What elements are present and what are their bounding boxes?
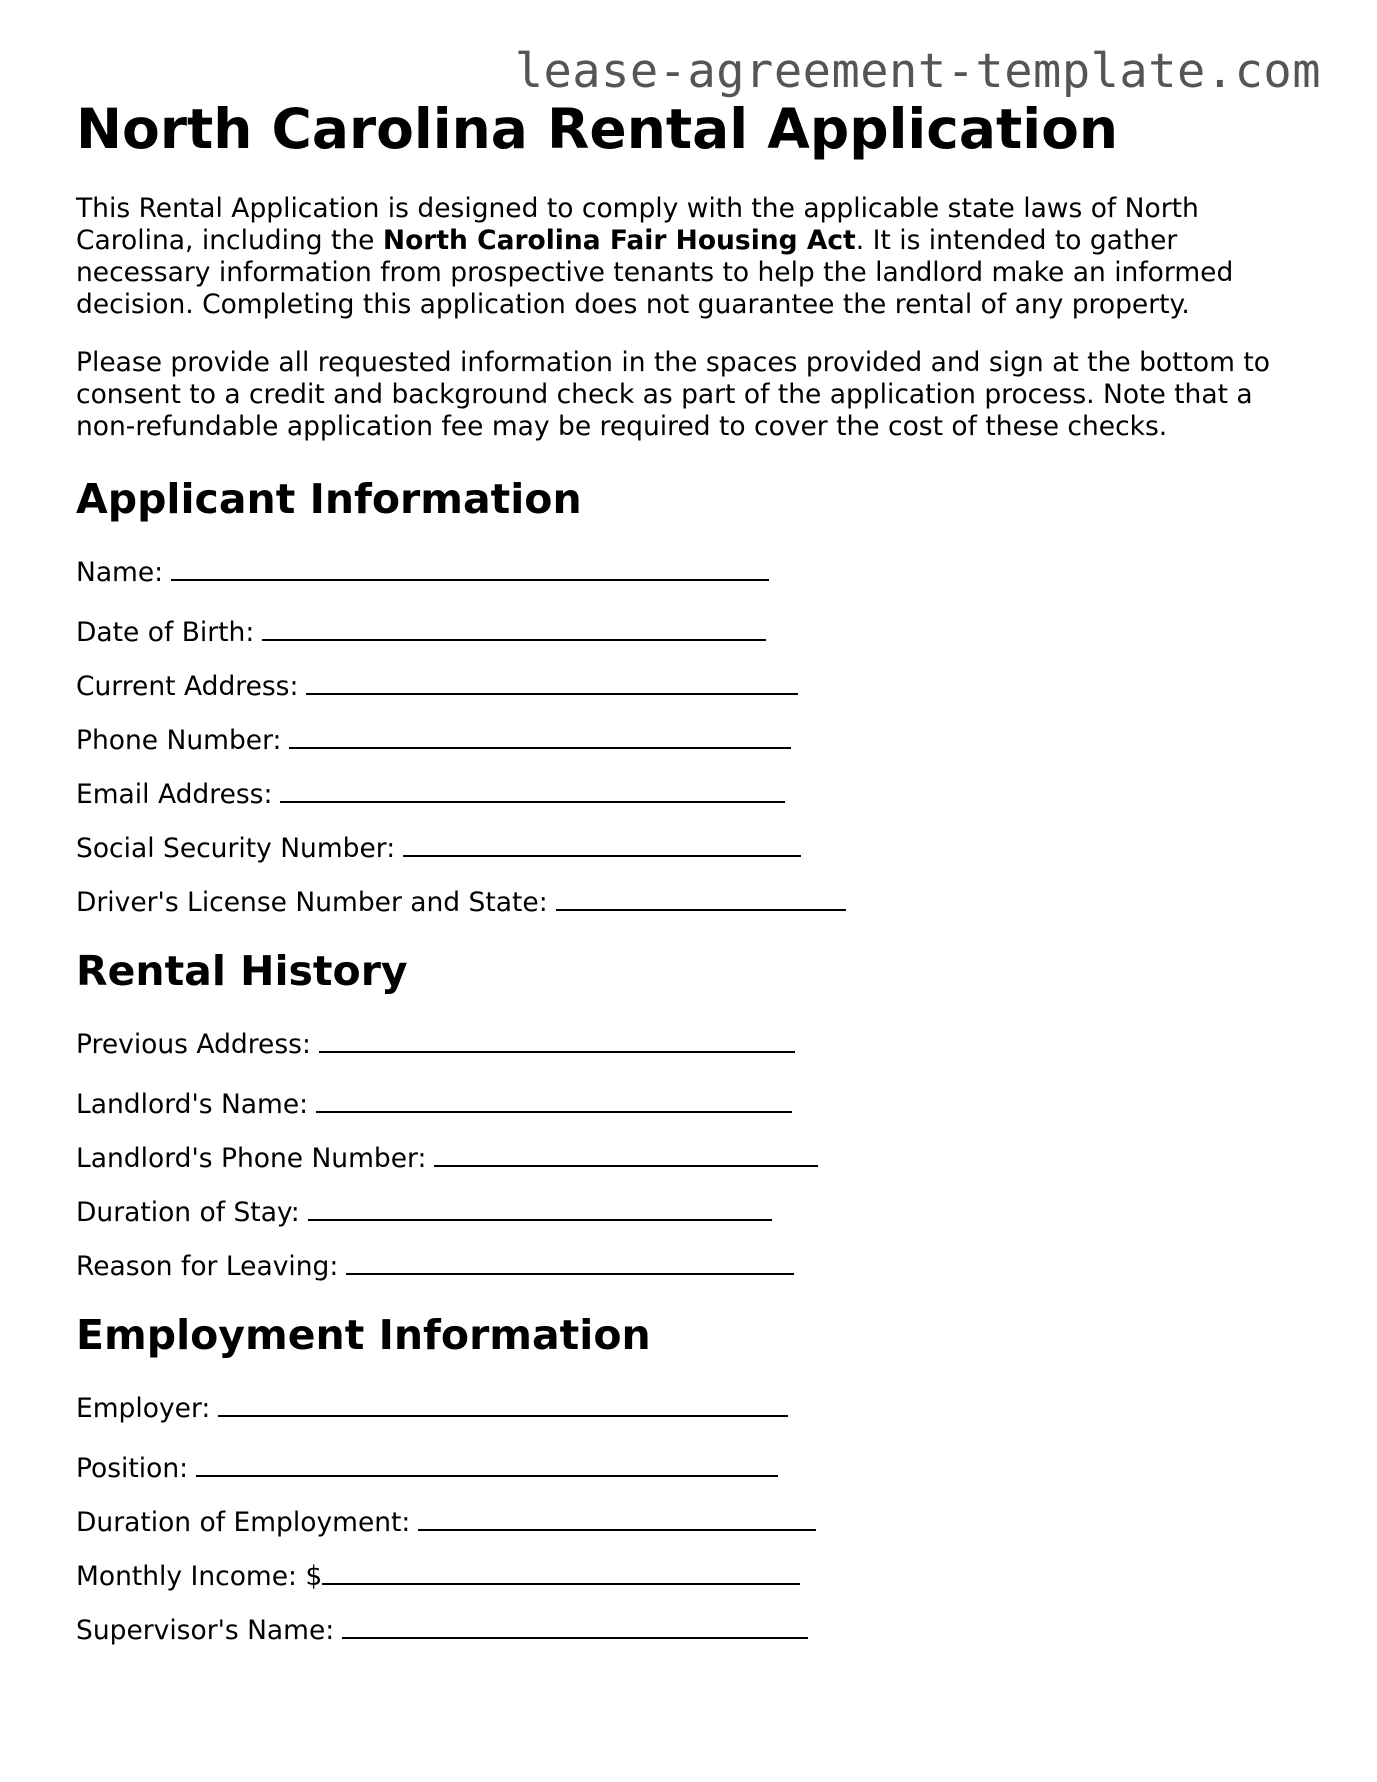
field-landlord-name [76, 1087, 1316, 1121]
fair-housing-act-reference: North Carolina Fair Housing Act [382, 225, 856, 256]
field-duration-of-employment-blank[interactable] [418, 1505, 816, 1531]
field-social-security-number-label: Social Security Number: [76, 833, 396, 864]
section-heading-rental-history: Rental History [76, 947, 408, 995]
field-previous-address-label: Previous Address: [76, 1029, 311, 1060]
site-watermark: lease-agreement-template.com [514, 44, 1321, 99]
intro-text-end: . It is intended to gather necessary information from prospective tenants to help the landlord make an informed decision. Completing this application does not guarantee the rental of any property. [76, 225, 1234, 320]
field-duration-of-employment-label: Duration of Employment: [76, 1507, 411, 1538]
field-drivers-license [76, 885, 1316, 919]
intro-text-start: This Rental Application is designed to comply with the applicable state laws of North Carolina, including the [76, 193, 1199, 256]
field-reason-for-leaving-label: Reason for Leaving: [76, 1251, 339, 1282]
field-social-security-number-blank[interactable] [403, 831, 801, 857]
intro-paragraph-2: Please provide all requested information in the spaces provided and sign at the bottom to consent to a credit and background check as part of the application process. Note that a non-refundable application fee may be required to cover the cost of these checks. [76, 347, 1270, 442]
field-duration-of-stay-label: Duration of Stay: [76, 1197, 300, 1228]
field-reason-for-leaving [76, 1249, 1316, 1283]
field-date-of-birth [76, 615, 1316, 649]
field-social-security-number [76, 831, 1316, 865]
field-landlord-name-blank[interactable] [316, 1087, 792, 1113]
document-content [76, 94, 1316, 1647]
field-monthly-income [76, 1559, 1316, 1593]
field-landlord-name-label: Landlord's Name: [76, 1089, 309, 1120]
field-name-blank[interactable] [171, 555, 769, 581]
field-current-address-blank[interactable] [306, 669, 798, 695]
field-employer-label: Employer: [76, 1393, 211, 1424]
field-phone-number [76, 723, 1316, 757]
section-heading-employment: Employment Information [76, 1311, 651, 1359]
field-landlord-phone-number [76, 1141, 1316, 1175]
field-current-address-label: Current Address: [76, 671, 299, 702]
field-landlord-phone-number-label: Landlord's Phone Number: [76, 1143, 427, 1174]
field-drivers-license-blank[interactable] [556, 885, 846, 911]
field-name-label: Name: [76, 557, 164, 588]
document-title: North Carolina Rental Application [76, 97, 1119, 161]
field-monthly-income-label: Monthly Income: $ [76, 1561, 323, 1592]
field-employer-blank[interactable] [218, 1391, 788, 1417]
field-date-of-birth-blank[interactable] [262, 615, 766, 641]
field-supervisor-name [76, 1613, 1316, 1647]
field-previous-address-blank[interactable] [319, 1027, 795, 1053]
field-phone-number-blank[interactable] [289, 723, 791, 749]
field-supervisor-name-label: Supervisor's Name: [76, 1615, 335, 1646]
field-monthly-income-blank[interactable] [322, 1559, 800, 1585]
field-current-address [76, 669, 1316, 703]
field-position [76, 1451, 1316, 1485]
field-date-of-birth-label: Date of Birth: [76, 617, 255, 648]
field-phone-number-label: Phone Number: [76, 725, 282, 756]
field-employer [76, 1391, 1316, 1425]
field-landlord-phone-number-blank[interactable] [434, 1141, 818, 1167]
field-supervisor-name-blank[interactable] [342, 1613, 808, 1639]
field-email-address [76, 777, 1316, 811]
field-previous-address [76, 1027, 1316, 1061]
intro-paragraph-1 [76, 193, 1316, 321]
field-email-address-label: Email Address: [76, 779, 273, 810]
field-position-blank[interactable] [196, 1451, 778, 1477]
field-drivers-license-label: Driver's License Number and State: [76, 887, 548, 918]
field-name [76, 555, 1316, 589]
field-duration-of-stay-blank[interactable] [308, 1195, 772, 1221]
field-reason-for-leaving-blank[interactable] [346, 1249, 794, 1275]
field-duration-of-employment [76, 1505, 1316, 1539]
field-duration-of-stay [76, 1195, 1316, 1229]
field-position-label: Position: [76, 1453, 189, 1484]
section-heading-applicant: Applicant Information [76, 475, 582, 523]
field-email-address-blank[interactable] [280, 777, 785, 803]
